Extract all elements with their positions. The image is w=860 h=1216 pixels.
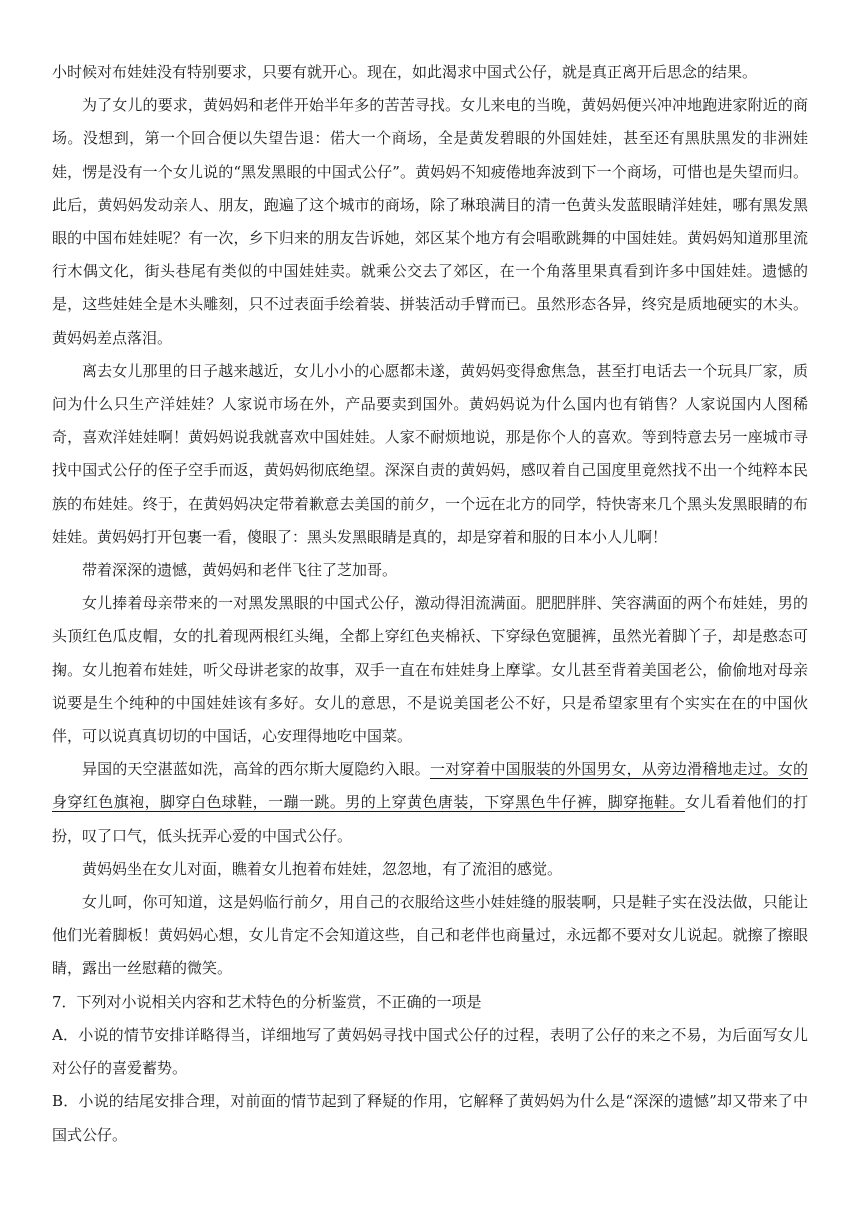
story-paragraph: 小时候对布娃娃没有特别要求，只要有就开心。现在，如此渴求中国式公仔，就是真正离开后思念的结果。 xyxy=(52,63,758,81)
story-paragraph: 离去女儿那里的日子越来越近，女儿小小的心愿都未遂，黄妈妈变得愈焦急，甚至打电话去一个玩具厂家，质问为什么只生产洋娃娃？人家说市场在外，产品要卖到国外。黄妈妈说为什么国内也有销售？人家说国内人图稀奇，喜欢洋娃娃啊！黄妈妈说我就喜欢中国娃娃。人家不耐烦地说，那是你个人的喜欢。等到特意去另一座城市寻找中国式公仔的侄子空手而返，黄妈妈彻底绝望。深深自责的黄妈妈，感叹着自己国度里竟然找不出一个纯粹本民族的布娃娃。终于，在黄妈妈决定带着歉意去美国的前夕，一个远在北方的同学，特快寄来几个黑头发黑眼睛的布娃娃。黄妈妈打开包裹一看，傻眼了：黑头发黑眼睛是真的，却是穿着和服的日本小人儿啊！ xyxy=(52,361,808,546)
underlined-sentence: 一对穿着中国服装的外国男女，从旁边滑稽地走过。女的身穿红色旗袍，脚穿白色球鞋，一蹦一跳。男的上穿黄色唐装，下穿黑色牛仔裤，脚穿拖鞋。 xyxy=(52,760,808,812)
story-paragraph: 带着深深的遗憾，黄妈妈和老伴飞往了芝加哥。 xyxy=(82,561,398,580)
story-paragraph: 黄妈妈坐在女儿对面，瞧着女儿抱着布娃娃，忽忽地，有了流泪的感觉。 xyxy=(82,859,563,878)
story-paragraph: 女儿捧着母亲带来的一对黑发黑眼的中国式公仔，激动得泪流满面。肥肥胖胖、笑容满面的两个布娃娃，男的头顶红色瓜皮帽，女的扎着现两根红头绳，全都上穿红色夹棉袄、下穿绿色宽腿裤，虽然光着脚丫子，却是憨态可掬。女儿抱着布娃娃，听父母讲老家的故事，双手一直在布娃娃身上摩挲。女儿甚至背着美国老公，偷偷地对母亲说要是生个纯种的中国娃娃该有多好。女儿的意思，不是说美国老公不好，只是希望家里有个实实在在的中国伙伴，可以说真真切切的中国话，心安理得地吃中国菜。 xyxy=(52,594,808,746)
option-b: B．小说的结尾安排合理，对前面的情节起到了释疑的作用，它解释了黄妈妈为什么是“深深的遗憾”却又带来了中国式公仔。 xyxy=(52,1092,808,1144)
paragraph-text: 异国的天空湛蓝如洗，高耸的西尔斯大厦隐约入眼。 xyxy=(82,760,430,779)
question-stem: 7．下列对小说相关内容和艺术特色的分析鉴赏，不正确的一项是 xyxy=(52,992,482,1011)
story-paragraph: 为了女儿的要求，黄妈妈和老伴开始半年多的苦苦寻找。女儿来电的当晚，黄妈妈便兴冲冲地跑进家附近的商场。没想到，第一个回合便以失望告退：偌大一个商场，全是黄发碧眼的外国娃娃，甚至还有黑肤黑发的非洲娃娃，愣是没有一个女儿说的“黑发黑眼的中国式公仔”。黄妈妈不知疲倦地奔波到下一个商场，可惜也是失望而归。此后，黄妈妈发动亲人、朋友，跑遍了这个城市的商场，除了琳琅满目的清一色黄头发蓝眼睛洋娃娃，哪有黑发黑眼的中国布娃娃呢？有一次，乡下归来的朋友告诉她，郊区某个地方有会唱歌跳舞的中国娃娃。黄妈妈知道那里流行木偶文化，街头巷尾有类似的中国娃娃卖。就乘公交去了郊区，在一个角落里果真看到许多中国娃娃。遗憾的是，这些娃娃全是木头雕刻，只不过表面手绘着装、拼装活动手臂而已。虽然形态各异，终究是质地硬实的木头。黄妈妈差点落泪。 xyxy=(52,96,808,347)
paragraph-text: 女儿看着他们的打扮，叹了口气，低头抚弄心爱的中国式公仔。 xyxy=(52,793,808,845)
option-a: A．小说的情节安排详略得当，详细地写了黄妈妈寻找中国式公仔的过程，表明了公仔的来之不易，为后面写女儿对公仔的喜爱蓄势。 xyxy=(52,1025,808,1078)
story-paragraph: 女儿呵，你可知道，这是妈临行前夕，用自己的衣服给这些小娃娃缝的服装啊，只是鞋子实在没法做，只能让他们光着脚板！黄妈妈心想，女儿肯定不会知道这些，自己和老伴也商量过，永远都不要对女儿说起。就擦了擦眼睛，露出一丝慰藉的微笑。 xyxy=(52,893,808,978)
story-paragraph-underlined xyxy=(52,753,808,853)
